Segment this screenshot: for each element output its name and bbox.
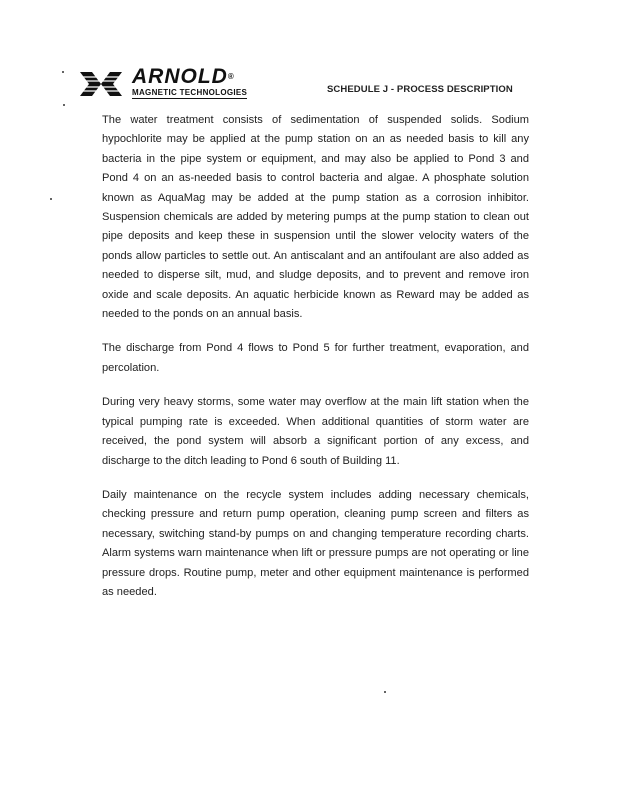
paragraph-storms: During very heavy storms, some water may overflow at the main lift station when the typical pumping rate is exceeded. When additional quantities of storm water are received, the pond system will absorb a significant portion of any excess, and discharge to the ditch leading to Pond 6 south of Building 11. [102, 396, 529, 467]
schedule-title: SCHEDULE J - PROCESS DESCRIPTION [327, 84, 513, 95]
paragraph-maintenance: Daily maintenance on the recycle system includes adding necessary chemicals, checking pressure and return pump operation, cleaning pump screen and filters as necessary, switching stand-by pumps on and changing temperature recording charts. Alarm systems warn maintenance when lift or pressure pumps are not operating or line pressure drops. Routine pump, meter and other equipment maintenance is performed as needed. [102, 488, 529, 598]
brand-subtitle: MAGNETIC TECHNOLOGIES [132, 88, 248, 97]
paragraph-discharge: The discharge from Pond 4 flows to Pond 5 for further treatment, evaporation, and percolation. [102, 342, 529, 374]
brand-name: ARNOLD® [132, 65, 234, 88]
company-logo [78, 66, 268, 102]
arnold-logo-mark-icon [78, 70, 124, 98]
scan-speck [384, 691, 386, 693]
scan-speck [63, 104, 65, 106]
scan-speck [62, 71, 64, 73]
registered-mark: ® [227, 72, 234, 81]
document-body [102, 111, 529, 617]
paragraph-treatment: The water treatment consists of sedimentation of suspended solids. Sodium hypochlorite may be applied at the pump station on an as needed basis to kill any bacteria in the pipe system or equipment, and may also be applied to Pond 3 and Pond 4 on an as-needed basis to control bacteria and algae. A phosphate solution known as AquaMag may be added at the pump station as a corrosion inhibitor. Suspension chemicals are added by metering pumps at the pump station to clean out pipe deposits and keep these in suspension until the slower velocity waters of the ponds allow particles to settle out. An antiscalant and an antifoulant are also added as needed to disperse silt, mud, and sludge deposits, and to prevent and remove iron oxide and scale deposits. An aquatic herbicide known as Reward may be added as needed to the ponds on an annual basis. [102, 114, 529, 321]
scan-speck [50, 198, 52, 200]
